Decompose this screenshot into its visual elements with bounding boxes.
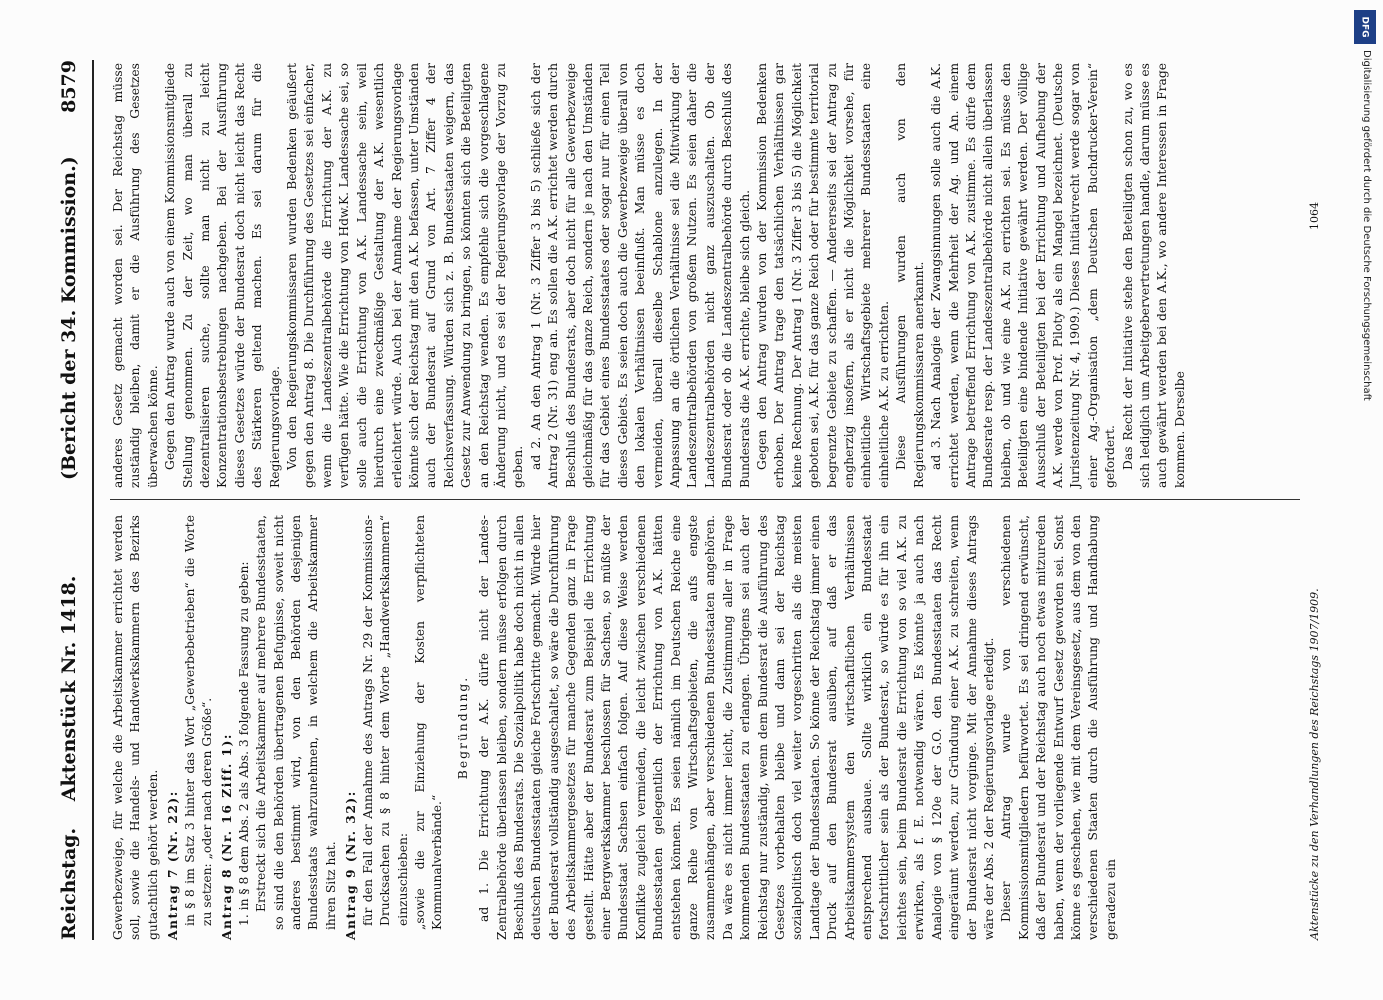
left-column <box>110 515 1120 940</box>
intro-paragraph: Gewerbezweige, für welche die Arbeitskammer errichtet werden soll, sowie die Handels- und Handwerkskammern des Bezirks gutachtlich gehört werden. <box>111 515 160 940</box>
antrag8-text: Erstreckt sich die Arbeitskammer auf mehrere Bundesstaaten, so sind die den Behörden übertragenen Befugnisse, soweit nicht anderes bestimmt wird, von den Behörden desjenigen Bundesstaats wahrzunehmen, in welchem die Arbeitskammer ihren Sitz hat. <box>254 515 338 930</box>
header-reichstag: Reichstag. <box>58 827 80 940</box>
closing-paragraph: Dieser Antrag wurde von verschiedenen Kommissionsmitgliedern befürwortet. Es sei dringend erwünscht, daß der Bundesrat und der Reichstag auch noch etwas mitzureden haben, wenn der vorliegende Entwurf Gesetz geworden sei. Sonst könne es geschehen, wie mit dem Vereinsgesetz, aus dem von den verschiedenen Staaten durch die Ausführung und Handhabung geradezu ein <box>999 515 1118 940</box>
dfg-badge-text: DFG <box>1359 16 1370 38</box>
right-paragraph-5: Gegen den Antrag wurden von der Kommission Bedenken erhoben. Der Antrag trage den tatsächlichen Verhältnissen gar keine Rechnung. Der Antrag 1 (Nr. 3 Ziffer 3 bis 5) die Möglichkeit geboten sei, A.K. für das ganze Reich oder für bestimmte territorial begrenzte Gebiete zu schaffen. — Andererseits sei der Antrag zu engherzig insofern, als er nicht die Möglichkeit vorsehe, für einheitliche Wirtschaftsgebiete mehrerer Bundesstaaten eine einheitliche A.K. zu errichten. <box>755 63 891 488</box>
right-paragraph-1: anderes Gesetz gemacht worden sei. Der Reichstag müsse zuständig bleiben, damit er die Ausführung des Gesetzes überwachen könne. <box>111 63 160 488</box>
header-report-title: (Bericht der 34. Kommission.) <box>58 156 80 480</box>
antrag7-text: in § 8 im Satz 3 hinter das Wort „Gewerbebetrieben“ die Worte zu setzen: „oder nach deren Größe“. <box>182 515 215 926</box>
right-paragraph-3: Von den Regierungskommissaren wurden Bedenken geäußert gegen den Antrag 8. Die Durchführung des Gesetzes sei einfacher, wenn die Landeszentralbehörde die Errichtung der A.K. zu verfügen hätte. Wie die Errichtung von Hdw.K. Landessache sei, so solle auch die Errichtung von A.K. Landessache sein, weil hierdurch eine zweckmäßige Gestaltung der A.K. wesentlich erleichtert würde. Auch bei der Annahme der Regierungsvorlage könnte sich der Reichstag mit den A.K. befassen, unter Umständen auch der Bundesrat auf Grund von Art. 7 Ziffer 4 der Reichsverfassung. Würden sich z. B. Bundesstaaten weigern, das Gesetz zur Anwendung zu bringen, so könnten sich die Beteiligten an den Reichstag wenden. Es empfehle sich die vorgeschlagene Änderung nicht, und es sei der Regierungsvorlage der Vorzug zu geben. <box>285 63 526 488</box>
header-left <box>58 576 80 940</box>
ad2-paragraph: ad 2. An den Antrag 1 (Nr. 3 Ziffer 3 bis 5) schließe sich der Antrag 2 (Nr. 31) eng an. Es sollen die A.K. errichtet werden durch Beschluß des Bundesrats, aber doch nicht für alle Gewerbezweige gleichmäßig für das ganze Reich, sondern je nach den Umständen für das Gebiet eines Bundesstaates oder sogar nur für einen Teil dieses Gebiets. Es seien doch auch die Gewerbezweige überall von den lokalen Verhältnissen beeinflußt. Man müsse es doch vermeiden, überall dieselbe Schablone anzulegen. In der Anpassung an die örtlichen Verhältnisse sei die Mitwirkung der Landeszentralbehörden von großem Nutzen. Es seien daher die Landeszentralbehörden nicht ganz auszuschalten. Ob der Bundesrat oder ob die Landeszentralbehörde durch Beschluß des Bundesrats die A.K. errichte, bleibe sich gleich. <box>528 63 752 488</box>
digitization-text: Digitalisierung gefördert durch die Deutsche Forschungsgemeinschaft <box>1361 50 1372 401</box>
dfg-logo <box>1354 10 1376 44</box>
page-header <box>50 60 94 940</box>
right-column <box>110 63 1189 488</box>
page-number: 8579 <box>58 60 80 113</box>
antrag9-heading: Antrag 9 (Nr. 32): <box>343 790 359 940</box>
begruendung-heading: Begründung. <box>455 675 470 780</box>
footer-source: Aktenstücke zu den Verhandlungen des Reichstags 1907/1909. <box>1308 588 1321 940</box>
header-paper-number: Aktenstück Nr. 1418. <box>58 575 80 802</box>
antrag8-heading: Antrag 8 (Nr. 16 Ziff. 1): <box>219 733 235 940</box>
sheet-number: 1064 <box>1308 202 1321 230</box>
column-divider <box>110 499 1300 500</box>
right-paragraph-6: Diese Ausführungen wurden auch von den Regierungskommissaren anerkannt. <box>894 63 926 488</box>
antrag8-item: 1. in § 8 dem Abs. 2 als Abs. 3 folgende Fassung zu geben: <box>236 561 251 926</box>
right-paragraph-2: Gegen den Antrag wurde auch von einem Kommissionsmitgliede Stellung genommen. Zu der Zeit, wo man überall zu dezentralisieren suche, sollte man nicht zu leicht Konzentrationsbestrebungen nachgeben. Bei der Ausführung dieses Gesetzes würde der Bundesrat doch nicht leicht das Recht des Stärkeren geltend machen. Es sei darum für die Regierungsvorlage. <box>163 63 282 488</box>
antrag9-quote: „sowie die zur Einziehung der Kosten verpflichteten Kommunalverbände.“ <box>412 515 445 930</box>
antrag9-text: für den Fall der Annahme des Antrags Nr. 29 der Kommissions-Drucksachen zu § 8 hinter dem Worte „Handwerkskammern“ einzuschieben: <box>360 515 410 926</box>
right-paragraph-8: Das Recht der Initiative stehe den Beteiligten schon zu, wo es sich lediglich um Arbeitgebervertretungen handle, darum müsse es auch gewährt werden bei den A.K., wo andere Interessen in Frage kommen. Derselbe <box>1120 63 1187 488</box>
ad3-paragraph: ad 3. Nach Analogie der Zwangsinnungen solle auch die A.K. errichtet werden, wenn die Mehrheit der Ag. und An. einem Antrage betreffend Errichtung von A.K. zustimme. Es dürfe dem Bundesrate resp. der Landeszentralbehörde nicht allein überlassen bleiben, ob und wie eine A.K. zu errichten sei. Es müsse den Beteiligten eine bindende Initiative gewährt werden. Der völlige Ausschluß der Beteiligten bei der Errichtung und Aufhebung der A.K. werde von Prof. Piloty als ein Mangel bezeichnet. (Deutsche Juristenzeitung Nr. 4, 1909.) Dieses Initiativrecht werde sogar von einer Ag.-Organisation „dem Deutschen Buchdrucker-Verein“ gefordert. <box>929 63 1118 488</box>
ad1-paragraph: ad 1. Die Errichtung der A.K. dürfe nicht der Landes-Zentralbehörde überlassen bleiben, sondern müsse erfolgen durch Beschluß des Bundesrats. Die Sozialpolitik habe doch nicht in allen deutschen Bundesstaaten gleiche Fortschritte gemacht. Würde hier der Bundesrat vollständig ausgeschaltet, so wäre die Durchführung des Arbeitskammergesetzes für manche Gegenden ganz in Frage gestellt. Hätte aber der Bundesrat zum Beispiel die Errichtung einer Bergwerkskammer beschlossen für Sachsen, so müßte der Bundesstaat Sachsen einfach folgen. Auf diese Weise werden Konflikte zugleich vermieden, die leicht zwischen verschiedenen Bundesstaaten gelegentlich der Errichtung von A.K. hätten entstehen können. Es seien nämlich im Deutschen Reiche eine ganze Reihe von Wirtschaftsgebieten, die aufs engste zusammenhängen, aber verschiedenen Bundesstaaten angehören. Da wäre es nicht immer leicht, die Zustimmung aller in Frage kommenden Bundesstaaten zu erlangen. Übrigens sei auch der Reichstag nur zuständig, wenn dem Bundesrat die Ausführung des Gesetzes vorbehalten bleibe und dann sei der Reichstag sozialpolitisch doch viel weiter vorgeschritten als die meisten Landtage der Bundesstaaten. So könne der Reichstag immer einen Druck auf den Bundesrat ausüben, auf daß er das Arbeitskammersystem den wirtschaftlichen Verhältnissen entsprechend ausbaue. Sollte wirklich ein Bundesstaat fortschrittlicher sein als der Bundesrat, so würde es für ihn ein leichtes sein, beim Bundesrat die Errichtung von so viel A.K. zu erwirken, als f. E. notwendig wären. Es könnte ja auch nach Analogie von § 120e der G.O. den Bundesstaaten das Recht eingeräumt werden, zur Gründung einer A.K. zu schreiten, wenn der Bundesrat nicht vorginge. Mit der Annahme dieses Antrags wäre der Abs. 2 der Regierungsvorlage erledigt. <box>477 515 996 940</box>
digitization-note <box>1354 10 1376 995</box>
antrag7-heading: Antrag 7 (Nr. 22): <box>165 790 181 940</box>
